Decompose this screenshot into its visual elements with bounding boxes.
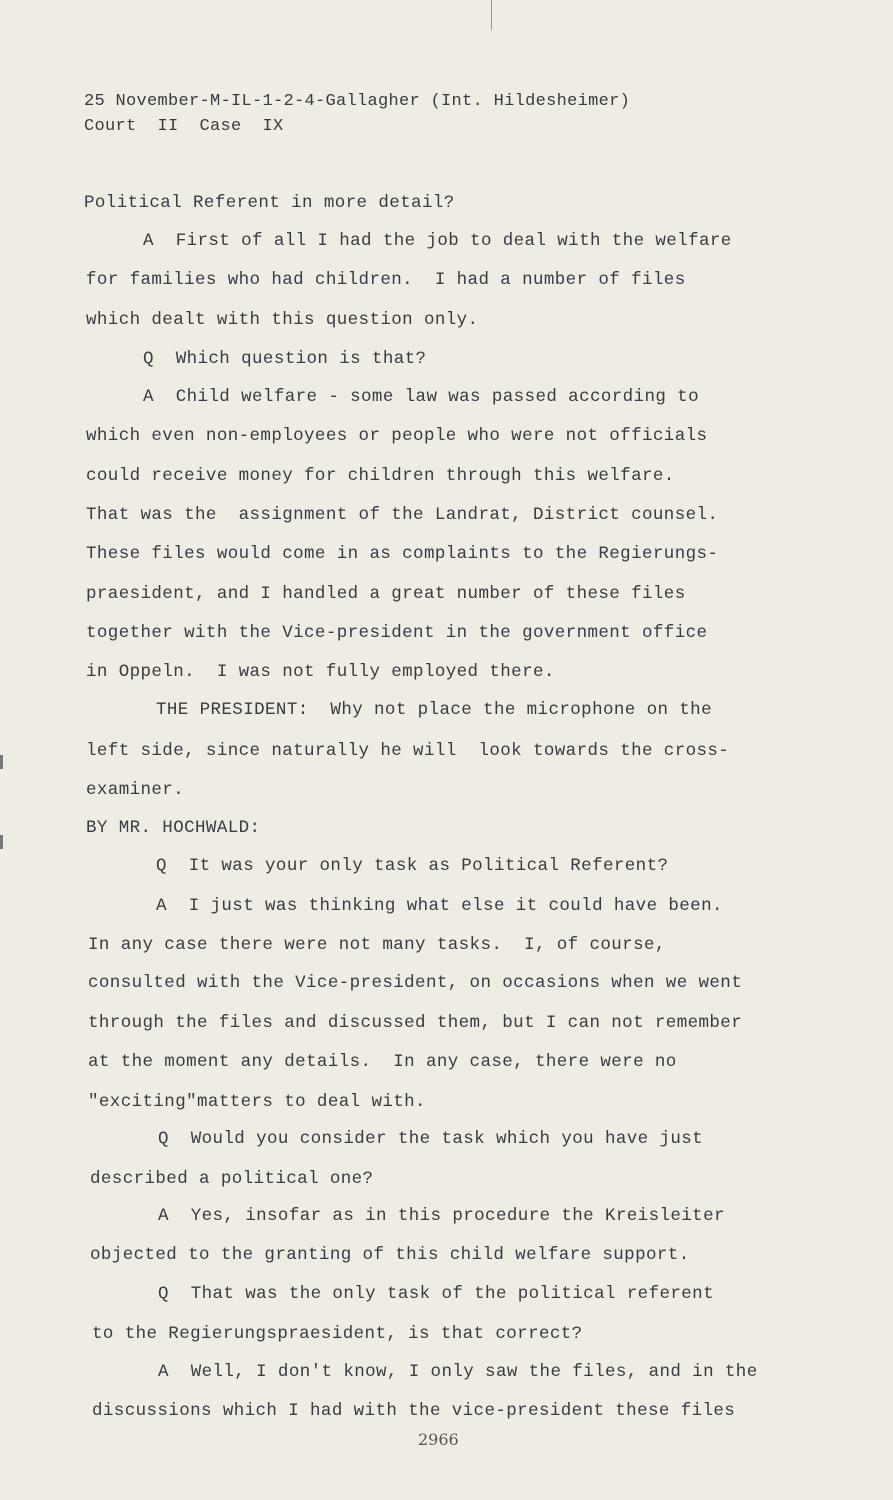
body-line: A First of all I had the job to deal with the welfare — [143, 231, 732, 251]
body-line: together with the Vice-president in the government office — [86, 623, 708, 643]
body-line: consulted with the Vice-president, on occasions when we went — [88, 973, 743, 993]
body-line: A Well, I don't know, I only saw the files, and in the — [158, 1362, 758, 1382]
body-line: Political Referent in more detail? — [84, 193, 455, 213]
body-line: Q Would you consider the task which you have just — [158, 1129, 704, 1149]
header-line-2: Court II Case IX — [84, 117, 284, 136]
body-line: could receive money for children through this welfare. — [86, 466, 675, 486]
page-fold-line — [491, 0, 492, 30]
body-line: "exciting"matters to deal with. — [88, 1092, 426, 1112]
body-line: A Yes, insofar as in this procedure the Kreisleiter — [158, 1206, 725, 1226]
body-line: Q It was your only task as Political Referent? — [156, 856, 669, 876]
body-line: A I just was thinking what else it could have been. — [156, 896, 723, 916]
body-line: discussions which I had with the vice-president these files — [92, 1401, 736, 1421]
body-line: BY MR. HOCHWALD: — [86, 818, 261, 838]
body-line: These files would come in as complaints to the Regierungs- — [86, 544, 719, 564]
body-line: THE PRESIDENT: Why not place the microphone on the — [156, 700, 712, 720]
body-line: which dealt with this question only. — [86, 310, 479, 330]
body-line: for families who had children. I had a number of files — [86, 270, 686, 290]
edge-mark — [0, 755, 3, 769]
body-line: left side, since naturally he will look towards the cross- — [86, 741, 730, 761]
page-number: 2966 — [418, 1430, 459, 1449]
body-line: described a political one? — [90, 1169, 374, 1189]
body-line: through the files and discussed them, but I can not remember — [88, 1013, 743, 1033]
body-line: in Oppeln. I was not fully employed there. — [86, 662, 555, 682]
body-line: A Child welfare - some law was passed according to — [143, 387, 699, 407]
header-line-1: 25 November-M-IL-1-2-4-Gallagher (Int. Hildesheimer) — [84, 92, 631, 111]
body-line: which even non-employees or people who were not officials — [86, 426, 708, 446]
body-line: praesident, and I handled a great number of these files — [86, 584, 686, 604]
body-line: Q Which question is that? — [143, 349, 427, 369]
body-line: Q That was the only task of the political referent — [158, 1284, 714, 1304]
edge-mark — [0, 835, 3, 849]
body-line: at the moment any details. In any case, there were no — [88, 1052, 677, 1072]
body-line: to the Regierungspraesident, is that correct? — [92, 1324, 583, 1344]
body-line: That was the assignment of the Landrat, District counsel. — [86, 505, 719, 525]
body-line: examiner. — [86, 780, 185, 800]
body-line: In any case there were not many tasks. I, of course, — [88, 935, 666, 955]
body-line: objected to the granting of this child welfare support. — [90, 1245, 690, 1265]
